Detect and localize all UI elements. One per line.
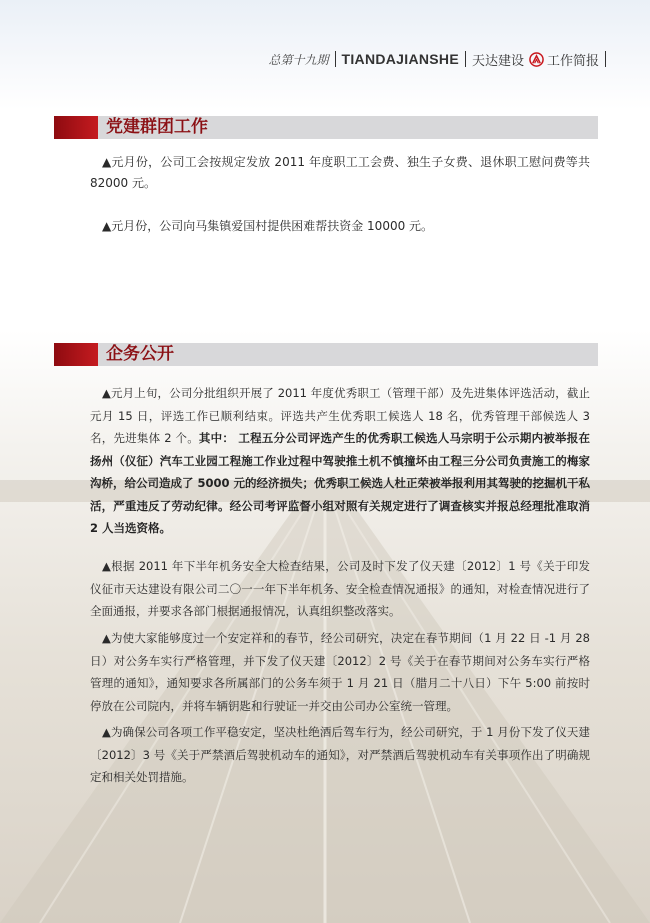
brand-chinese: 天达建设 <box>471 53 524 69</box>
issue-number: 总第十九期 <box>268 52 329 67</box>
header-divider <box>335 51 336 67</box>
section-title: 党建群团工作 <box>106 117 208 137</box>
section-header-affairs <box>54 343 598 366</box>
paragraph-text: ▲元月上旬，公司分批组织开展了 2011 年度优秀职工（管理干部）及先进集体评选活动，截止元月 15 日，评选工作已顺利结束。评选共产生优秀职工候选人 18 名，优秀管理干部候选人 3 名，先进集体 2 个。 <box>90 386 590 445</box>
paragraph: ▲元月份，公司向马集镇爱国村提供困难帮扶资金 10000 元。 <box>102 219 434 233</box>
paragraph: ▲根据 2011 年下半年机务安全大检查结果，公司及时下发了仪天建〔2012〕1 号《关于印发仪征市天达建设有限公司二〇一一年下半年机务、安全检查情况通报》的通知，对检查情况进行了全面通报，并要求各部门根据通报情况，认真组织整改落实。 <box>90 559 590 618</box>
paragraph: ▲为确保公司各项工作平稳安定，坚决杜绝酒后驾车行为，经公司研究，于 1 月份下发了仪天建〔2012〕3 号《关于严禁酒后驾驶机动车的通知》，对严禁酒后驾驶机动车有关事项作出了明确规定和相关处罚措施。 <box>90 725 590 784</box>
paragraph: ▲元月份，公司工会按规定发放 2011 年度职工工会费、独生子女费、退休职工慰问费等共 82000 元。 <box>90 155 590 190</box>
header-divider <box>465 51 466 67</box>
section-title: 企务公开 <box>106 344 174 364</box>
section-accent-block <box>54 116 98 139</box>
section-name: 工作简报 <box>546 53 599 69</box>
header-divider <box>605 51 606 67</box>
paragraph-bold-text: 其中： 工程五分公司评选产生的优秀职工候选人马宗明于公示期内被举报在扬州（仪征）汽车工业园工程施工作业过程中驾驶推土机不慎撞坏由工程三分公司负责施工的梅家沟桥，给公司造成了 5000 元的经济损失；优秀职工候选人杜正荣被举报利用其驾驶的挖掘机干私活，严重违反了劳动纪律。经公司考评监督小组对照有关规定进行了调查核实并报总经理批准取消 2 人当选资格。 <box>90 431 591 535</box>
section-header-party <box>54 116 598 139</box>
company-logo-icon <box>529 52 544 67</box>
paragraph <box>90 382 590 540</box>
section-accent-block <box>54 343 98 366</box>
page-header <box>268 48 612 70</box>
paragraph: ▲为使大家能够度过一个安定祥和的春节，经公司研究，决定在春节期间（1 月 22 日 -1 月 28 日）对公务车实行严格管理，并下发了仪天建〔2012〕2 号《关于在春节期间对公务车实行严格管理的通知》，通知要求各所属部门的公务车须于 1 月 21 日（腊月二十八日）下午 5:00 前按时停放在公司院内，并将车辆钥匙和行驶证一并交由公司办公室统一管理。 <box>90 631 590 713</box>
brand-english: TIANDAJIANSHE <box>341 51 459 67</box>
